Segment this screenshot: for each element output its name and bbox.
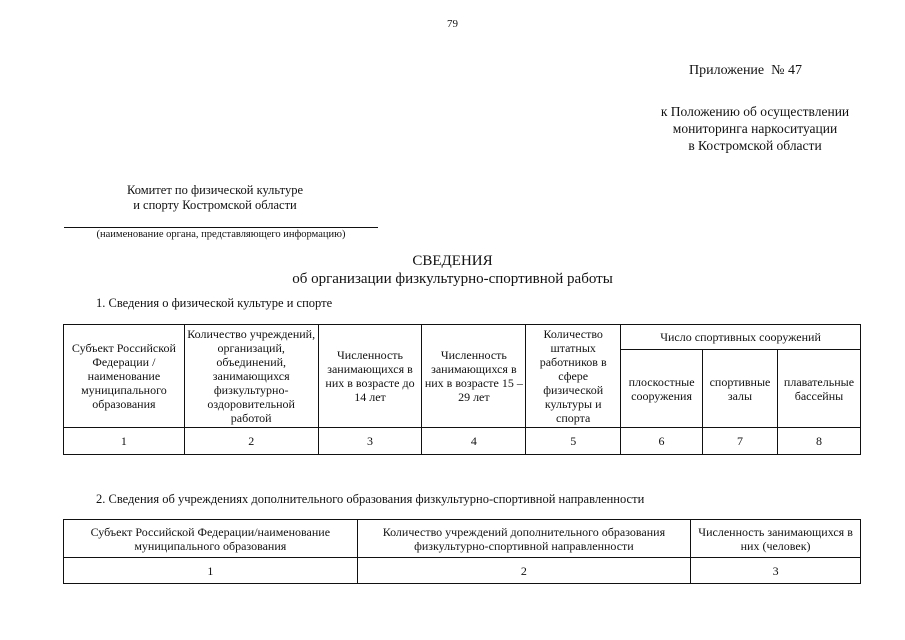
signature-rule [64, 227, 378, 228]
sports-table [63, 324, 861, 455]
column-number: 1 [64, 558, 358, 584]
column-header: Количество штатных работников в сфере физической культуры и спорта [526, 325, 621, 428]
document-subtitle: об организации физкультурно-спортивной работы [292, 271, 613, 287]
section-1-title: 1. Сведения о физической культуре и спорте [96, 296, 333, 310]
column-number: 3 [318, 428, 422, 455]
sub-column-header: плавательные бассейны [777, 350, 860, 428]
column-number: 4 [422, 428, 526, 455]
sub-column-header: плоскостные сооружения [621, 350, 703, 428]
column-number: 3 [691, 558, 861, 584]
column-number: 5 [526, 428, 621, 455]
appendix-label: Приложение № 47 [689, 63, 802, 78]
column-header: Численность занимающихся в них (человек) [691, 520, 861, 558]
reporting-body-caption: (наименование органа, представляющего информацию) [96, 229, 346, 240]
column-header: Количество учреждений, организаций, объединений, занимающихся физкультурно-оздоровительной работой [184, 325, 318, 428]
education-table [63, 519, 861, 584]
group-header: Число спортивных сооружений [621, 325, 861, 350]
document-title: СВЕДЕНИЯ [412, 253, 493, 269]
section-2-title: 2. Сведения об учреждениях дополнительного образования физкультурно-спортивной направленности [96, 492, 645, 506]
regulation-reference [620, 103, 890, 154]
reporting-body-line: Комитет по физической культуре [126, 183, 303, 197]
document-heading [0, 252, 905, 288]
regulation-line: к Положению об осуществлении [660, 104, 850, 119]
column-number: 8 [777, 428, 860, 455]
reporting-body-line: и спорту Костромской области [133, 198, 297, 212]
regulation-line: мониторинга наркоситуации [672, 121, 838, 136]
column-header: Количество учреждений дополнительного образования физкультурно-спортивной направленности [357, 520, 691, 558]
column-header: Численность занимающихся в них в возрасте 15 – 29 лет [422, 325, 526, 428]
column-header: Субъект Российской Федерации/наименование муниципального образования [64, 520, 358, 558]
column-number: 1 [64, 428, 185, 455]
sub-column-header: спортивные залы [703, 350, 778, 428]
page-number: 79 [447, 18, 458, 30]
regulation-line: в Костромской области [688, 138, 822, 153]
column-number: 6 [621, 428, 703, 455]
column-number: 7 [703, 428, 778, 455]
column-header: Численность занимающихся в них в возрасте до 14 лет [318, 325, 422, 428]
column-number: 2 [357, 558, 691, 584]
reporting-body [110, 183, 320, 213]
column-header: Субъект Российской Федерации /наименование муниципального образования [64, 325, 185, 428]
column-number: 2 [184, 428, 318, 455]
